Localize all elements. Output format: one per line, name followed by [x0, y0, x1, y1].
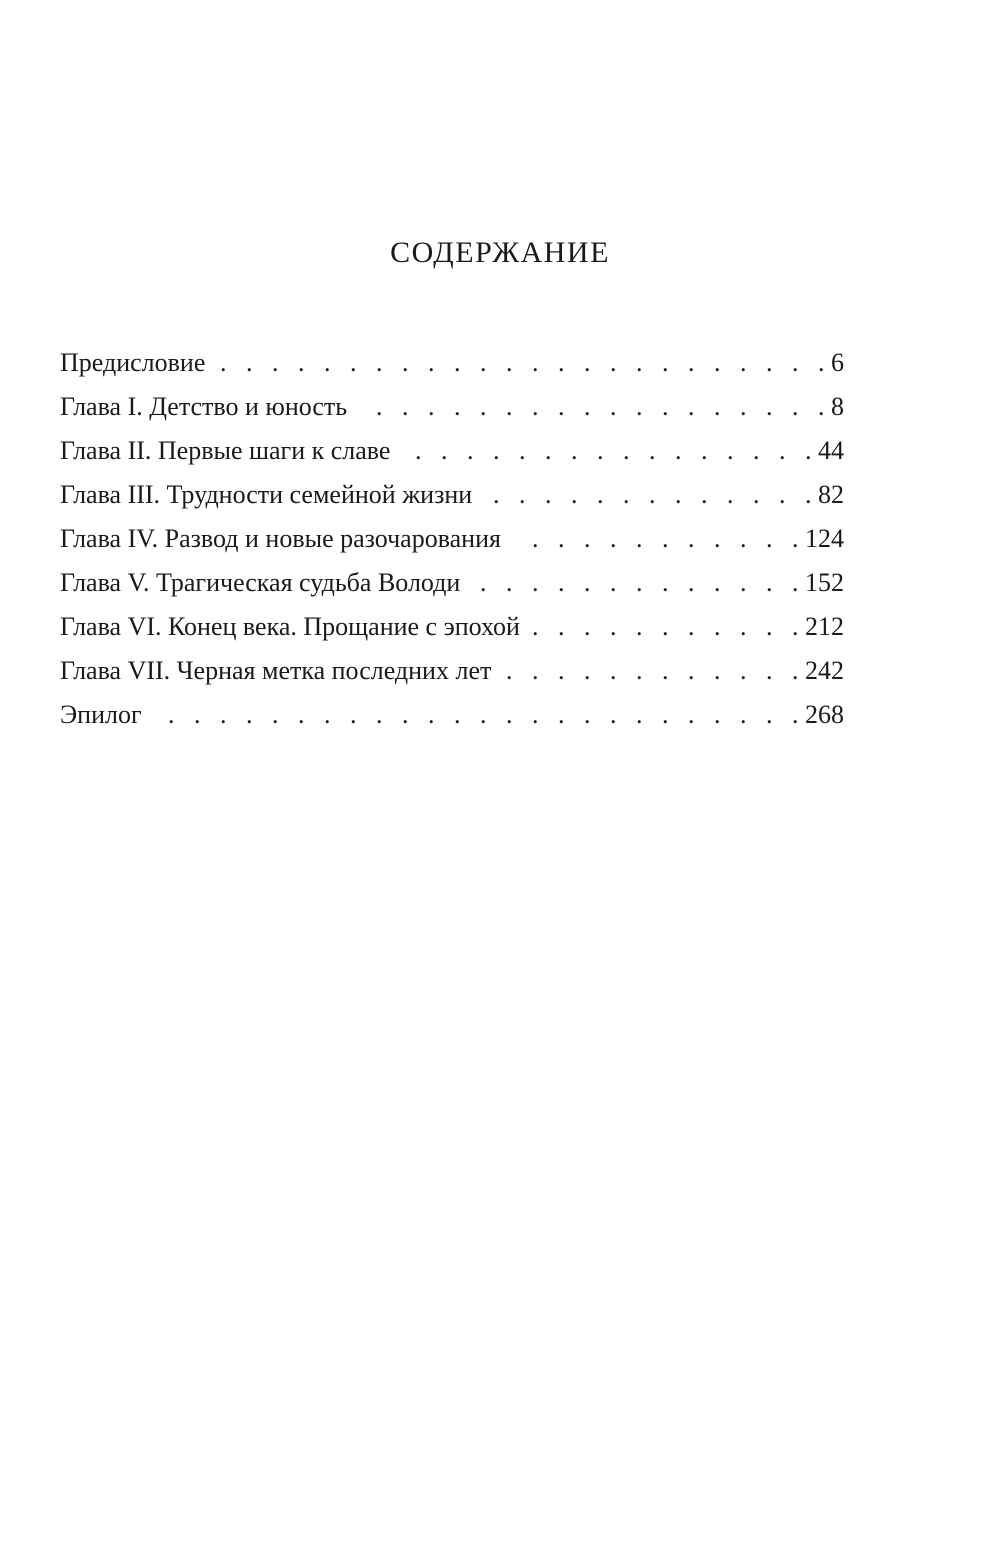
toc-entry-label: Глава VI. Конец века. Прощание с эпохой: [60, 612, 520, 641]
toc-entry-epilogue: [60, 693, 844, 737]
page-title: СОДЕРЖАНИЕ: [390, 236, 610, 269]
toc-entry-page-number: 212: [805, 612, 844, 641]
toc-entry-chapter-1: [60, 385, 844, 429]
toc-entry-page-number: 82: [818, 480, 844, 509]
toc-entry-chapter-4: [60, 517, 844, 561]
dot-leader: [501, 649, 805, 693]
toc-entry-label: Глава III. Трудности семейной жизни: [60, 480, 473, 509]
dot-leader: [357, 385, 831, 429]
toc-entry-page-number: 242: [805, 656, 844, 685]
dot-leader: [482, 473, 818, 517]
dot-leader: [511, 517, 805, 561]
toc-entry-page-number: 8: [831, 392, 844, 421]
toc-entry-chapter-6: [60, 605, 844, 649]
dot-leader: [152, 693, 805, 737]
dot-leader: [530, 605, 805, 649]
dot-leader: [215, 341, 831, 385]
toc-entry-page-number: 152: [805, 568, 844, 597]
toc-entry-label: Эпилог: [60, 700, 142, 729]
toc-entry-page-number: 268: [805, 700, 844, 729]
toc-entry-label: Глава V. Трагическая судьба Володи: [60, 568, 461, 597]
toc-entry-page-number: 124: [805, 524, 844, 553]
toc-entry-chapter-5: [60, 561, 844, 605]
toc-entry-label: Глава II. Первые шаги к славе: [60, 436, 391, 465]
dot-leader: [400, 429, 818, 473]
toc-entry-preface: [60, 341, 844, 385]
toc-entry-chapter-3: [60, 473, 844, 517]
toc-entry-page-number: 44: [818, 436, 844, 465]
toc-entry-label: Глава IV. Развод и новые разочарования: [60, 524, 501, 553]
toc-entry-label: Предисловие: [60, 348, 206, 377]
toc-entry-label: Глава VII. Черная метка последних лет: [60, 656, 492, 685]
table-of-contents: [60, 341, 844, 737]
dot-leader: [470, 561, 805, 605]
toc-entry-chapter-7: [60, 649, 844, 693]
toc-entry-page-number: 6: [831, 348, 844, 377]
toc-entry-label: Глава I. Детство и юность: [60, 392, 348, 421]
toc-entry-chapter-2: [60, 429, 844, 473]
